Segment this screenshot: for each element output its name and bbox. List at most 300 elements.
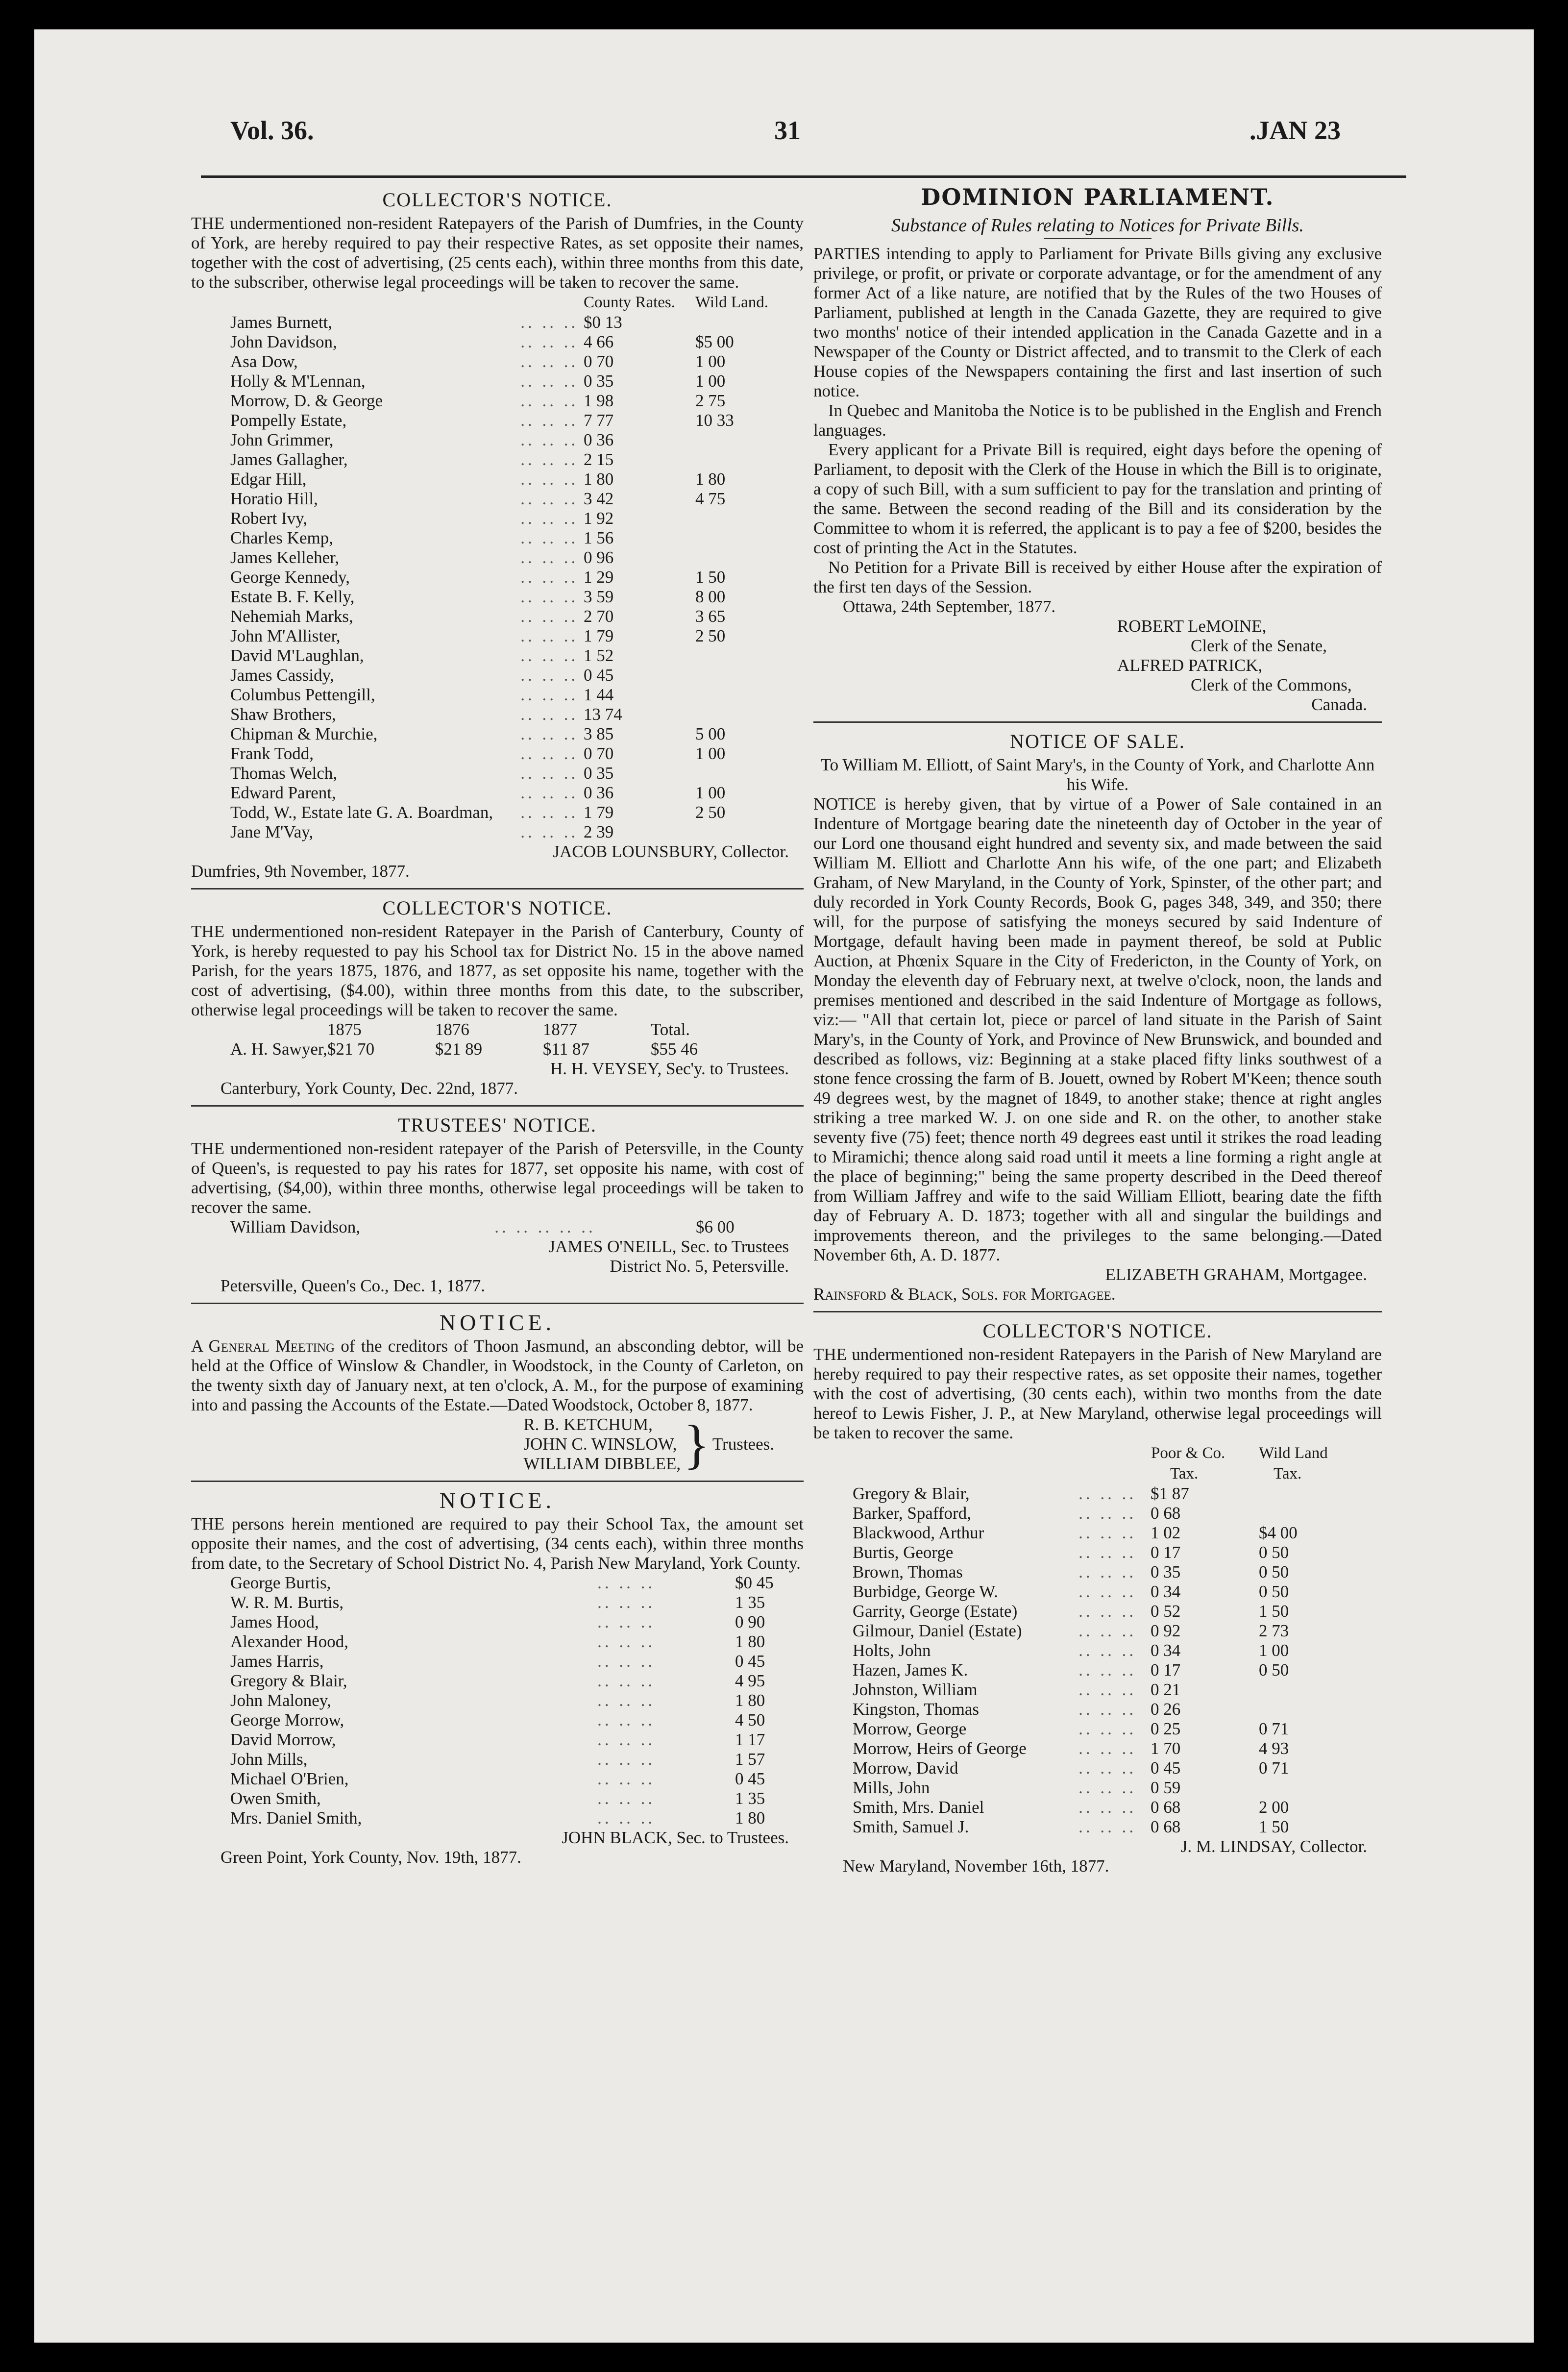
table-row: [813, 1739, 1382, 1758]
wild-land-amount: 2 50: [695, 803, 726, 822]
ratepayer-name: John M'Allister,: [230, 626, 341, 645]
wild-land-amount: [676, 685, 804, 705]
signature: H. H. VEYSEY, Sec'y. to Trustees.: [550, 1059, 789, 1078]
column-header: Poor & Co.: [1151, 1444, 1225, 1462]
rate-amount: 7 77: [584, 411, 614, 430]
leader-dots: .. .. ..: [520, 744, 579, 763]
rate-amount: 1 35: [735, 1593, 765, 1612]
total-amount: $55 46: [650, 1039, 698, 1059]
canterbury-collector-notice: [191, 898, 804, 1098]
notice-title: DOMINION PARLIAMENT.: [921, 184, 1274, 210]
rate-amount: 1 56: [584, 528, 614, 547]
total-header: Total.: [650, 1020, 690, 1039]
wild-land-amount: [1239, 1700, 1382, 1719]
table-row: [191, 685, 804, 705]
ratepayer-name: Horatio Hill,: [230, 489, 318, 508]
table-row: [813, 1562, 1382, 1582]
leader-dots: .. .. ..: [520, 626, 579, 645]
issue-date: .JAN 23: [1250, 116, 1341, 145]
divider: [191, 1303, 804, 1304]
leader-dots: .. .. ..: [1078, 1680, 1137, 1699]
leader-dots: .. .. ..: [1078, 1543, 1137, 1562]
notice-title: TRUSTEES' NOTICE.: [398, 1114, 597, 1136]
rate-amount: 0 21: [1151, 1680, 1181, 1699]
header-rule: [201, 175, 1406, 178]
ratepayer-name: David Morrow,: [230, 1730, 336, 1749]
ratepayer-name: George Morrow,: [230, 1710, 344, 1730]
newspaper-page: [34, 29, 1534, 2343]
table-row: [191, 469, 804, 489]
wild-land-amount: 2 50: [695, 626, 726, 645]
leader-dots: .. .. ..: [1078, 1758, 1137, 1778]
rate-amount: 0 34: [1151, 1641, 1181, 1660]
year-header: 1875: [327, 1020, 362, 1039]
leader-dots: .. .. ..: [520, 646, 579, 665]
table-row: [191, 1593, 804, 1612]
rate-amount: 1 17: [735, 1730, 765, 1749]
rate-amount: 0 36: [584, 430, 614, 449]
dateline: Petersville, Queen's Co., Dec. 1, 1877.: [220, 1276, 485, 1295]
table-row: [813, 1680, 1382, 1700]
ratepayer-name: James Burnett,: [230, 313, 333, 332]
ratepayer-name: Estate B. F. Kelly,: [230, 587, 355, 606]
trustee-names: [523, 1415, 681, 1474]
rate-amount: $0 45: [735, 1573, 774, 1592]
rate-amount: 0 17: [1151, 1660, 1181, 1680]
signature: JACOB LOUNSBURY, Collector.: [553, 842, 789, 861]
volume-label: Vol. 36.: [230, 116, 314, 145]
table-row: [191, 1671, 804, 1691]
rate-amount: 0 35: [1151, 1562, 1181, 1581]
signature-title: Canada.: [1311, 695, 1367, 714]
addressee: To William M. Elliott, of Saint Mary's, in the County of York, and Charlotte Ann his Wife.: [820, 755, 1375, 794]
table-row: [191, 1789, 804, 1808]
table-row: [191, 803, 804, 822]
table-row: [813, 1700, 1382, 1719]
notice-of-sale: [813, 732, 1382, 1304]
leader-dots: .. .. ..: [1078, 1817, 1137, 1836]
table-row: [191, 744, 804, 764]
leader-dots: .. .. ..: [597, 1632, 656, 1651]
wild-land-amount: 0 71: [1259, 1719, 1289, 1738]
trustee-name: R. B. KETCHUM,: [523, 1415, 653, 1434]
wild-land-amount: 0 50: [1259, 1660, 1289, 1680]
leader-dots: .. .. ..: [520, 489, 579, 508]
wild-land-amount: $5 00: [695, 332, 734, 351]
wild-land-amount: 8 00: [695, 587, 726, 606]
rates-table: [191, 1217, 804, 1237]
wild-land-amount: [676, 430, 804, 450]
notice-body: of the creditors of Thoon Jasmund, an absconding debtor, will be held at the Office of Winslow & Chandler, in Woodstock, in the County of Carleton, on the twenty sixth day of January next, at ten o'clock, A. M., for the purpose of examining into and passing the Accounts of the Estate.—Dated Woodstock, October 8, 1877.: [191, 1336, 804, 1414]
signature: JAMES O'NEILL, Sec. to Trustees: [548, 1237, 789, 1256]
rate-amount: 0 34: [1151, 1582, 1181, 1601]
rate-amount: 0 70: [584, 352, 614, 371]
new-maryland-collector-notice: [813, 1321, 1382, 1876]
ratepayer-name: James Gallagher,: [230, 450, 348, 469]
leader-dots: .. .. ..: [520, 391, 579, 410]
leader-dots: .. .. ..: [520, 764, 579, 783]
wild-land-amount: [1239, 1504, 1382, 1523]
leader-dots: .. .. ..: [1078, 1582, 1137, 1601]
school-tax-notice: [191, 1488, 804, 1867]
leader-dots: .. .. ..: [1078, 1778, 1137, 1797]
column-header: County Rates.: [584, 294, 675, 311]
wild-land-amount: 2 00: [1259, 1798, 1289, 1817]
leader-dots: .. .. ..: [520, 313, 579, 332]
ratepayer-name: A. H. Sawyer,: [230, 1039, 327, 1059]
notice-body: THE undermentioned non-resident Ratepayers in the Parish of New Maryland are hereby required to pay their respective rates, as set opposite their names, together with the cost of advertising, (30 cents each), within two months from the date hereof to Lewis Fisher, J. P., at New Maryland, otherwise legal proceedings will be taken to recover the same.: [813, 1345, 1382, 1442]
ratepayer-name: Shaw Brothers,: [230, 705, 336, 724]
leader-dots: .. .. ..: [1078, 1621, 1137, 1640]
signature: JOHN BLACK, Sec. to Trustees.: [562, 1828, 789, 1847]
divider: [813, 721, 1382, 723]
rate-amount: $1 87: [1151, 1484, 1189, 1503]
column-header: Tax.: [1170, 1465, 1199, 1482]
ratepayer-name: Pompelly Estate,: [230, 411, 347, 430]
ratepayer-name: Michael O'Brien,: [230, 1769, 349, 1788]
ratepayer-name: Nehemiah Marks,: [230, 607, 353, 626]
table-row: [191, 1632, 804, 1652]
rate-amount: 13 74: [584, 705, 622, 724]
ratepayer-name: Jane M'Vay,: [230, 822, 314, 841]
ratepayer-name: Mills, John: [853, 1778, 930, 1797]
signature-title: Clerk of the Senate,: [1191, 636, 1327, 655]
table-row: [191, 313, 804, 332]
table-row: [813, 1484, 1382, 1504]
table-row: [813, 1798, 1382, 1817]
rate-amount: 1 98: [584, 391, 614, 410]
dominion-parliament-notice: [813, 184, 1382, 715]
rates-table: [191, 1573, 804, 1828]
wild-land-amount: [676, 450, 804, 469]
signature: ELIZABETH GRAHAM, Mortgagee.: [1105, 1265, 1367, 1284]
notice-title: COLLECTOR'S NOTICE.: [382, 189, 612, 211]
rate-amount: 1 52: [584, 646, 614, 665]
ratepayer-name: John Maloney,: [230, 1691, 331, 1710]
ratepayer-name: Morrow, David: [853, 1758, 958, 1778]
ratepayer-name: Alexander Hood,: [230, 1632, 349, 1651]
leader-dots: .. .. ..: [1078, 1798, 1137, 1817]
rate-amount: 1 35: [735, 1789, 765, 1808]
leader-dots: .. .. ..: [1078, 1660, 1137, 1680]
leader-dots: .. .. ..: [597, 1808, 656, 1828]
notice-body: NOTICE is hereby given, that by virtue of a Power of Sale contained in an Indenture of Mortgage bearing date the nineteenth day of October in the year of our Lord one thousand eight hundred and seventy six, and made between the said William M. Elliott and Charlotte Ann his wife, of the one part; and Elizabeth Graham, of New Maryland, in the County of York, Spinster, of the other part; and duly recorded in York County Records, Book G, pages 348, 349, and 350; there will, for the purpose of satisfying the moneys secured by said Indenture of Mortgage, default having been made in payment thereof, be sold at Public Auction, at Phœnix Square in the City of Fredericton, in the County of York, on Monday the eleventh day of February next, at twelve o'clock, noon, the lands and premises mentioned and described in the said Indenture of Mortgage as follows, viz:— "All that certain lot, piece or parcel of land situate in the Parish of Saint Mary's, in the County of York, and Province of New Brunswick, and bounded and described as follows, viz: Beginning at a stake placed fifty links southwest of a stone fence crossing the farm of B. Jouett, owned by Robert M'Keen; thence south 49 degrees west, by the magnet of 1849, to another stake; thence at right angles striking a tree marked W. J. on one side and R. on the other, to another stake seventy five (75) feet; thence north 49 degrees east until it strikes the road leading to Miramichi; thence along said road until it meets a line forming a right angle at the place of beginning;" being the same property described in the Deed thereof from William Jaffrey and wife to the said William Elliott, bearing date the fifth day of February A. D. 1873; together with all and singular the buildings and improvements thereon, and the privileges to the same belonging.—Dated November 6th, A. D. 1877.: [813, 794, 1382, 1264]
rate-amount: 0 92: [1151, 1621, 1181, 1640]
leader-dots: .. .. ..: [597, 1593, 656, 1612]
column-header: Tax.: [1274, 1465, 1302, 1482]
leader-dots: .. .. ..: [520, 509, 579, 528]
rate-amount: 2 15: [584, 450, 614, 469]
table-row: [813, 1504, 1382, 1523]
rate-amount: 1 92: [584, 509, 614, 528]
ratepayer-name: Smith, Mrs. Daniel: [853, 1798, 984, 1817]
wild-land-amount: [676, 528, 804, 548]
ratepayer-name: Gregory & Blair,: [853, 1484, 970, 1503]
leader-dots: .. .. ..: [597, 1730, 656, 1749]
leader-dots: .. .. ..: [520, 528, 579, 547]
trustees-block: [191, 1415, 804, 1474]
rate-amount: $0 13: [584, 313, 622, 332]
ratepayer-name: Burbidge, George W.: [853, 1582, 998, 1601]
rate-amount: 0 68: [1151, 1798, 1181, 1817]
wild-land-amount: [676, 822, 804, 842]
wild-land-amount: 1 00: [695, 352, 726, 371]
leader-dots: .. .. ..: [1078, 1562, 1137, 1581]
wild-land-amount: 1 50: [1259, 1817, 1289, 1836]
ratepayer-name: Todd, W., Estate late G. A. Boardman,: [230, 803, 493, 822]
divider: [813, 1311, 1382, 1312]
ratepayer-name: Blackwood, Arthur: [853, 1523, 984, 1542]
amount: $11 87: [542, 1039, 589, 1059]
wild-land-amount: 1 80: [695, 469, 726, 489]
petersville-trustees-notice: [191, 1115, 804, 1296]
rate-amount: 3 42: [584, 489, 614, 508]
amount: $21 70: [327, 1039, 375, 1059]
wild-land-amount: 0 50: [1259, 1562, 1289, 1581]
wild-land-amount: 1 50: [1259, 1602, 1289, 1621]
leader-dots: .. .. ..: [597, 1671, 656, 1690]
notice-body: THE undermentioned non-resident Ratepayers of the Parish of Dumfries, in the County of York, are hereby required to pay their respective Rates, as set opposite their names, together with the cost of advertising, (25 cents each), within three months from this date, to the subscriber, otherwise legal proceedings will be taken to recover the same.: [191, 214, 804, 292]
rate-amount: 2 39: [584, 822, 614, 841]
wild-land-amount: 1 00: [695, 371, 726, 391]
wild-land-amount: [1239, 1680, 1382, 1700]
ratepayer-name: Johnston, William: [853, 1680, 978, 1699]
right-column: [813, 181, 1382, 1879]
tax-years-table: [191, 1020, 804, 1059]
ratepayer-name: Mrs. Daniel Smith,: [230, 1808, 362, 1828]
leader-dots: .. .. ..: [597, 1612, 656, 1631]
table-row: [191, 1710, 804, 1730]
leader-dots: .. .. ..: [1078, 1641, 1137, 1660]
wild-land-amount: $4 00: [1259, 1523, 1298, 1542]
left-column: [191, 181, 804, 1870]
table-row: [191, 1750, 804, 1769]
brace: }: [684, 1414, 710, 1474]
table-row: [191, 626, 804, 646]
ratepayer-name: Frank Todd,: [230, 744, 314, 763]
amount: $21 89: [435, 1039, 483, 1059]
ratepayer-name: John Grimmer,: [230, 430, 334, 449]
divider: [191, 1481, 804, 1482]
table-row: [813, 1543, 1382, 1562]
solicitors: Rainsford & Black, Sols. for Mortgagee.: [813, 1285, 1116, 1304]
rate-amount: 3 85: [584, 724, 614, 743]
rates-table-body: [813, 1484, 1382, 1837]
leader-dots: .. .. ..: [520, 607, 579, 626]
rate-amount: 1 80: [735, 1691, 765, 1710]
column-header: Wild Land: [1259, 1444, 1328, 1462]
leader-dots: .. .. ..: [520, 450, 579, 469]
paragraph: PARTIES intending to apply to Parliament for Private Bills giving any exclusive privilege, or profit, or private or corporate advantage, or for the amendment of any former Act of a like nature, are notified that by the Rules of the two Houses of Parliament, published at length in the Canada Gazette, they are required to give two months' notice of their intended application in the Canada Gazette and in a Newspaper of the County or District affected, and to transmit to the Clerk of each House copies of the Newspapers containing the first and last insertion of such notice.: [813, 244, 1382, 400]
ratepayer-name: Robert Ivy,: [230, 509, 308, 528]
signature-line-2: District No. 5, Petersville.: [610, 1257, 789, 1276]
notice-title: NOTICE OF SALE.: [1010, 730, 1185, 752]
amount: $6 00: [696, 1217, 735, 1236]
rate-amount: 3 59: [584, 587, 614, 606]
leader-dots: .. .. ..: [1078, 1504, 1137, 1523]
leader-dots: .. .. ..: [520, 822, 579, 841]
ratepayer-name: Gregory & Blair,: [230, 1671, 347, 1690]
notice-body: THE undermentioned non-resident ratepayer of the Parish of Petersville, in the County of Queen's, is requested to pay his rates for 1877, set opposite his name, with cost of advertising, ($4,00), within three months, otherwise legal proceedings will be taken to recover the same.: [191, 1139, 804, 1217]
rate-amount: 1 80: [735, 1632, 765, 1651]
ratepayer-name: Charles Kemp,: [230, 528, 333, 547]
leader-dots: .. .. ..: [1078, 1484, 1137, 1503]
table-row: [813, 1817, 1382, 1837]
dateline: Ottawa, 24th September, 1877.: [843, 597, 1056, 616]
table-row: [191, 1769, 804, 1789]
table-row: [191, 371, 804, 391]
leader-dots: .. .. ..: [520, 724, 579, 743]
leader-dots: .. .. ..: [520, 371, 579, 391]
table-row: [191, 822, 804, 842]
table-row: [191, 411, 804, 430]
ratepayer-name: Edgar Hill,: [230, 469, 307, 489]
table-row: [191, 509, 804, 528]
trustees-label: Trustees.: [712, 1434, 774, 1454]
divider: [191, 888, 804, 890]
leader-dots: .. .. ..: [520, 568, 579, 587]
table-row: [191, 528, 804, 548]
leader-dots: .. .. ..: [520, 411, 579, 430]
ratepayer-name: Chipman & Murchie,: [230, 724, 378, 743]
table-row: [191, 646, 804, 666]
wild-land-amount: 1 50: [695, 568, 726, 587]
leader-dots: .. .. ..: [520, 548, 579, 567]
trustee-name: WILLIAM DIBBLEE,: [523, 1454, 681, 1473]
ratepayer-name: W. R. M. Burtis,: [230, 1593, 344, 1612]
rate-amount: 0 52: [1151, 1602, 1181, 1621]
ratepayer-name: Edward Parent,: [230, 783, 336, 802]
leader-dots: .. .. ..: [597, 1769, 656, 1788]
leader-dots: .. .. ..: [597, 1691, 656, 1710]
leader-dots: .. .. ..: [597, 1750, 656, 1769]
table-row: [191, 607, 804, 626]
leader-dots: .. .. ..: [520, 783, 579, 802]
notice-title: NOTICE.: [439, 1488, 556, 1513]
ratepayer-name: Morrow, D. & George: [230, 391, 383, 410]
leader-dots: .. .. ..: [520, 469, 579, 489]
rate-amount: 0 17: [1151, 1543, 1181, 1562]
table-row: [191, 724, 804, 744]
notice-title: COLLECTOR'S NOTICE.: [982, 1320, 1213, 1342]
rate-amount: 1 29: [584, 568, 614, 587]
ratepayer-name: John Mills,: [230, 1750, 308, 1769]
rate-amount: 0 96: [584, 548, 614, 567]
rate-amount: 0 45: [1151, 1758, 1181, 1778]
rate-amount: 0 45: [735, 1652, 765, 1671]
dateline: Canterbury, York County, Dec. 22nd, 1877.: [220, 1079, 518, 1098]
table-row: [813, 1778, 1382, 1798]
leader-dots: .. .. ..: [520, 587, 579, 606]
wild-land-amount: 4 93: [1259, 1739, 1289, 1758]
table-row: [813, 1660, 1382, 1680]
ratepayer-name: Hazen, James K.: [853, 1660, 968, 1680]
creditors-meeting-notice: [191, 1310, 804, 1474]
table-row: [191, 450, 804, 469]
trustee-name: JOHN C. WINSLOW,: [523, 1434, 677, 1454]
rates-table-body: [191, 1573, 804, 1828]
table-row: [191, 430, 804, 450]
rate-amount: 0 68: [1151, 1504, 1181, 1523]
paragraph: Every applicant for a Private Bill is required, eight days before the opening of Parliament, to deposit with the Clerk of the House in which the Bill is to originate, a copy of such Bill, with a sum sufficient to pay for the translation and printing of the same. Between the second reading of the Bill and its consideration by the Committee to whom it is referred, the applicant is to pay a fee of $200, besides the cost of printing the Act in the Statutes.: [813, 440, 1382, 557]
ratepayer-name: Burtis, George: [853, 1543, 954, 1562]
rate-amount: 0 45: [584, 666, 614, 685]
leader-dots: .. .. ..: [520, 666, 579, 685]
table-row: [191, 783, 804, 803]
ratepayer-name: Morrow, Heirs of George: [853, 1739, 1027, 1758]
wild-land-amount: [676, 313, 804, 332]
table-row: [191, 568, 804, 587]
wild-land-amount: [676, 509, 804, 528]
leader-dots: .. .. ..: [597, 1573, 656, 1592]
table-row: [191, 764, 804, 783]
divider: [191, 1105, 804, 1107]
table-row: [813, 1758, 1382, 1778]
table-row: [191, 332, 804, 352]
leader-dots: .. .. ..: [1078, 1523, 1137, 1542]
ratepayer-name: Garrity, George (Estate): [853, 1602, 1018, 1621]
signature: J. M. LINDSAY, Collector.: [1180, 1837, 1367, 1856]
ratepayer-name: Barker, Spafford,: [853, 1504, 971, 1523]
rate-amount: 0 70: [584, 744, 614, 763]
wild-land-amount: [676, 548, 804, 568]
rate-amount: 1 57: [735, 1750, 765, 1769]
rate-amount: 0 35: [584, 764, 614, 783]
leader-dots: .. .. ..: [597, 1789, 656, 1808]
ratepayer-name: James Hood,: [230, 1612, 319, 1631]
paragraph: In Quebec and Manitoba the Notice is to be published in the English and French languages.: [813, 401, 1382, 440]
wild-land-amount: 1 00: [1259, 1641, 1289, 1660]
wild-land-amount: 2 75: [695, 391, 726, 410]
ratepayer-name: Columbus Pettengill,: [230, 685, 375, 704]
table-row: [813, 1582, 1382, 1602]
rate-amount: 1 79: [584, 626, 614, 645]
wild-land-amount: [1239, 1778, 1382, 1798]
rates-table: [191, 292, 804, 842]
ratepayer-name: Morrow, George: [853, 1719, 967, 1738]
ratepayer-name: Kingston, Thomas: [853, 1700, 979, 1719]
dateline: Dumfries, 9th November, 1877.: [191, 862, 410, 881]
rate-amount: 4 95: [735, 1671, 765, 1690]
rates-table: [813, 1443, 1382, 1837]
paragraph: No Petition for a Private Bill is received by either House after the expiration of the first ten days of the Session.: [813, 558, 1382, 596]
wild-land-amount: 0 50: [1259, 1582, 1289, 1601]
signature: ROBERT LeMOINE,: [1117, 617, 1267, 636]
notice-body: THE undermentioned non-resident Ratepayer in the Parish of Canterbury, County of York, is hereby requested to pay his School tax for District No. 15 in the above named Parish, for the years 1875, 1876, and 1877, as set opposite his name, together with the cost of advertising, ($4.00), within three months from this date, to the subscriber, otherwise legal proceedings will be taken to recover the same.: [191, 922, 804, 1019]
wild-land-amount: [676, 666, 804, 685]
ratepayer-name: Gilmour, Daniel (Estate): [853, 1621, 1022, 1640]
notice-body: THE persons herein mentioned are required to pay their School Tax, the amount set opposite their names, and the cost of advertising, (34 cents each), within three months from date, to the Secretary of School District No. 4, Parish New Maryland, York County.: [191, 1514, 804, 1573]
lead-phrase: A General Meeting: [191, 1336, 335, 1356]
leader-dots: .. .. .. .. ..: [494, 1217, 596, 1236]
ratepayer-name: George Kennedy,: [230, 568, 350, 587]
rate-amount: 0 59: [1151, 1778, 1181, 1797]
table-row: [813, 1523, 1382, 1543]
leader-dots: .. .. ..: [1078, 1700, 1137, 1719]
ratepayer-name: Owen Smith,: [230, 1789, 321, 1808]
signature-title: Clerk of the Commons,: [1191, 675, 1352, 694]
notice-title: COLLECTOR'S NOTICE.: [382, 897, 612, 919]
leader-dots: .. .. ..: [1078, 1739, 1137, 1758]
table-row: [813, 1621, 1382, 1641]
table-row: [191, 1612, 804, 1632]
ratepayer-name: Asa Dow,: [230, 352, 298, 371]
table-row: [191, 1691, 804, 1710]
year-header: 1876: [435, 1020, 469, 1039]
table-row: [191, 1652, 804, 1671]
table-row: [191, 489, 804, 509]
ratepayer-name: Thomas Welch,: [230, 764, 338, 783]
